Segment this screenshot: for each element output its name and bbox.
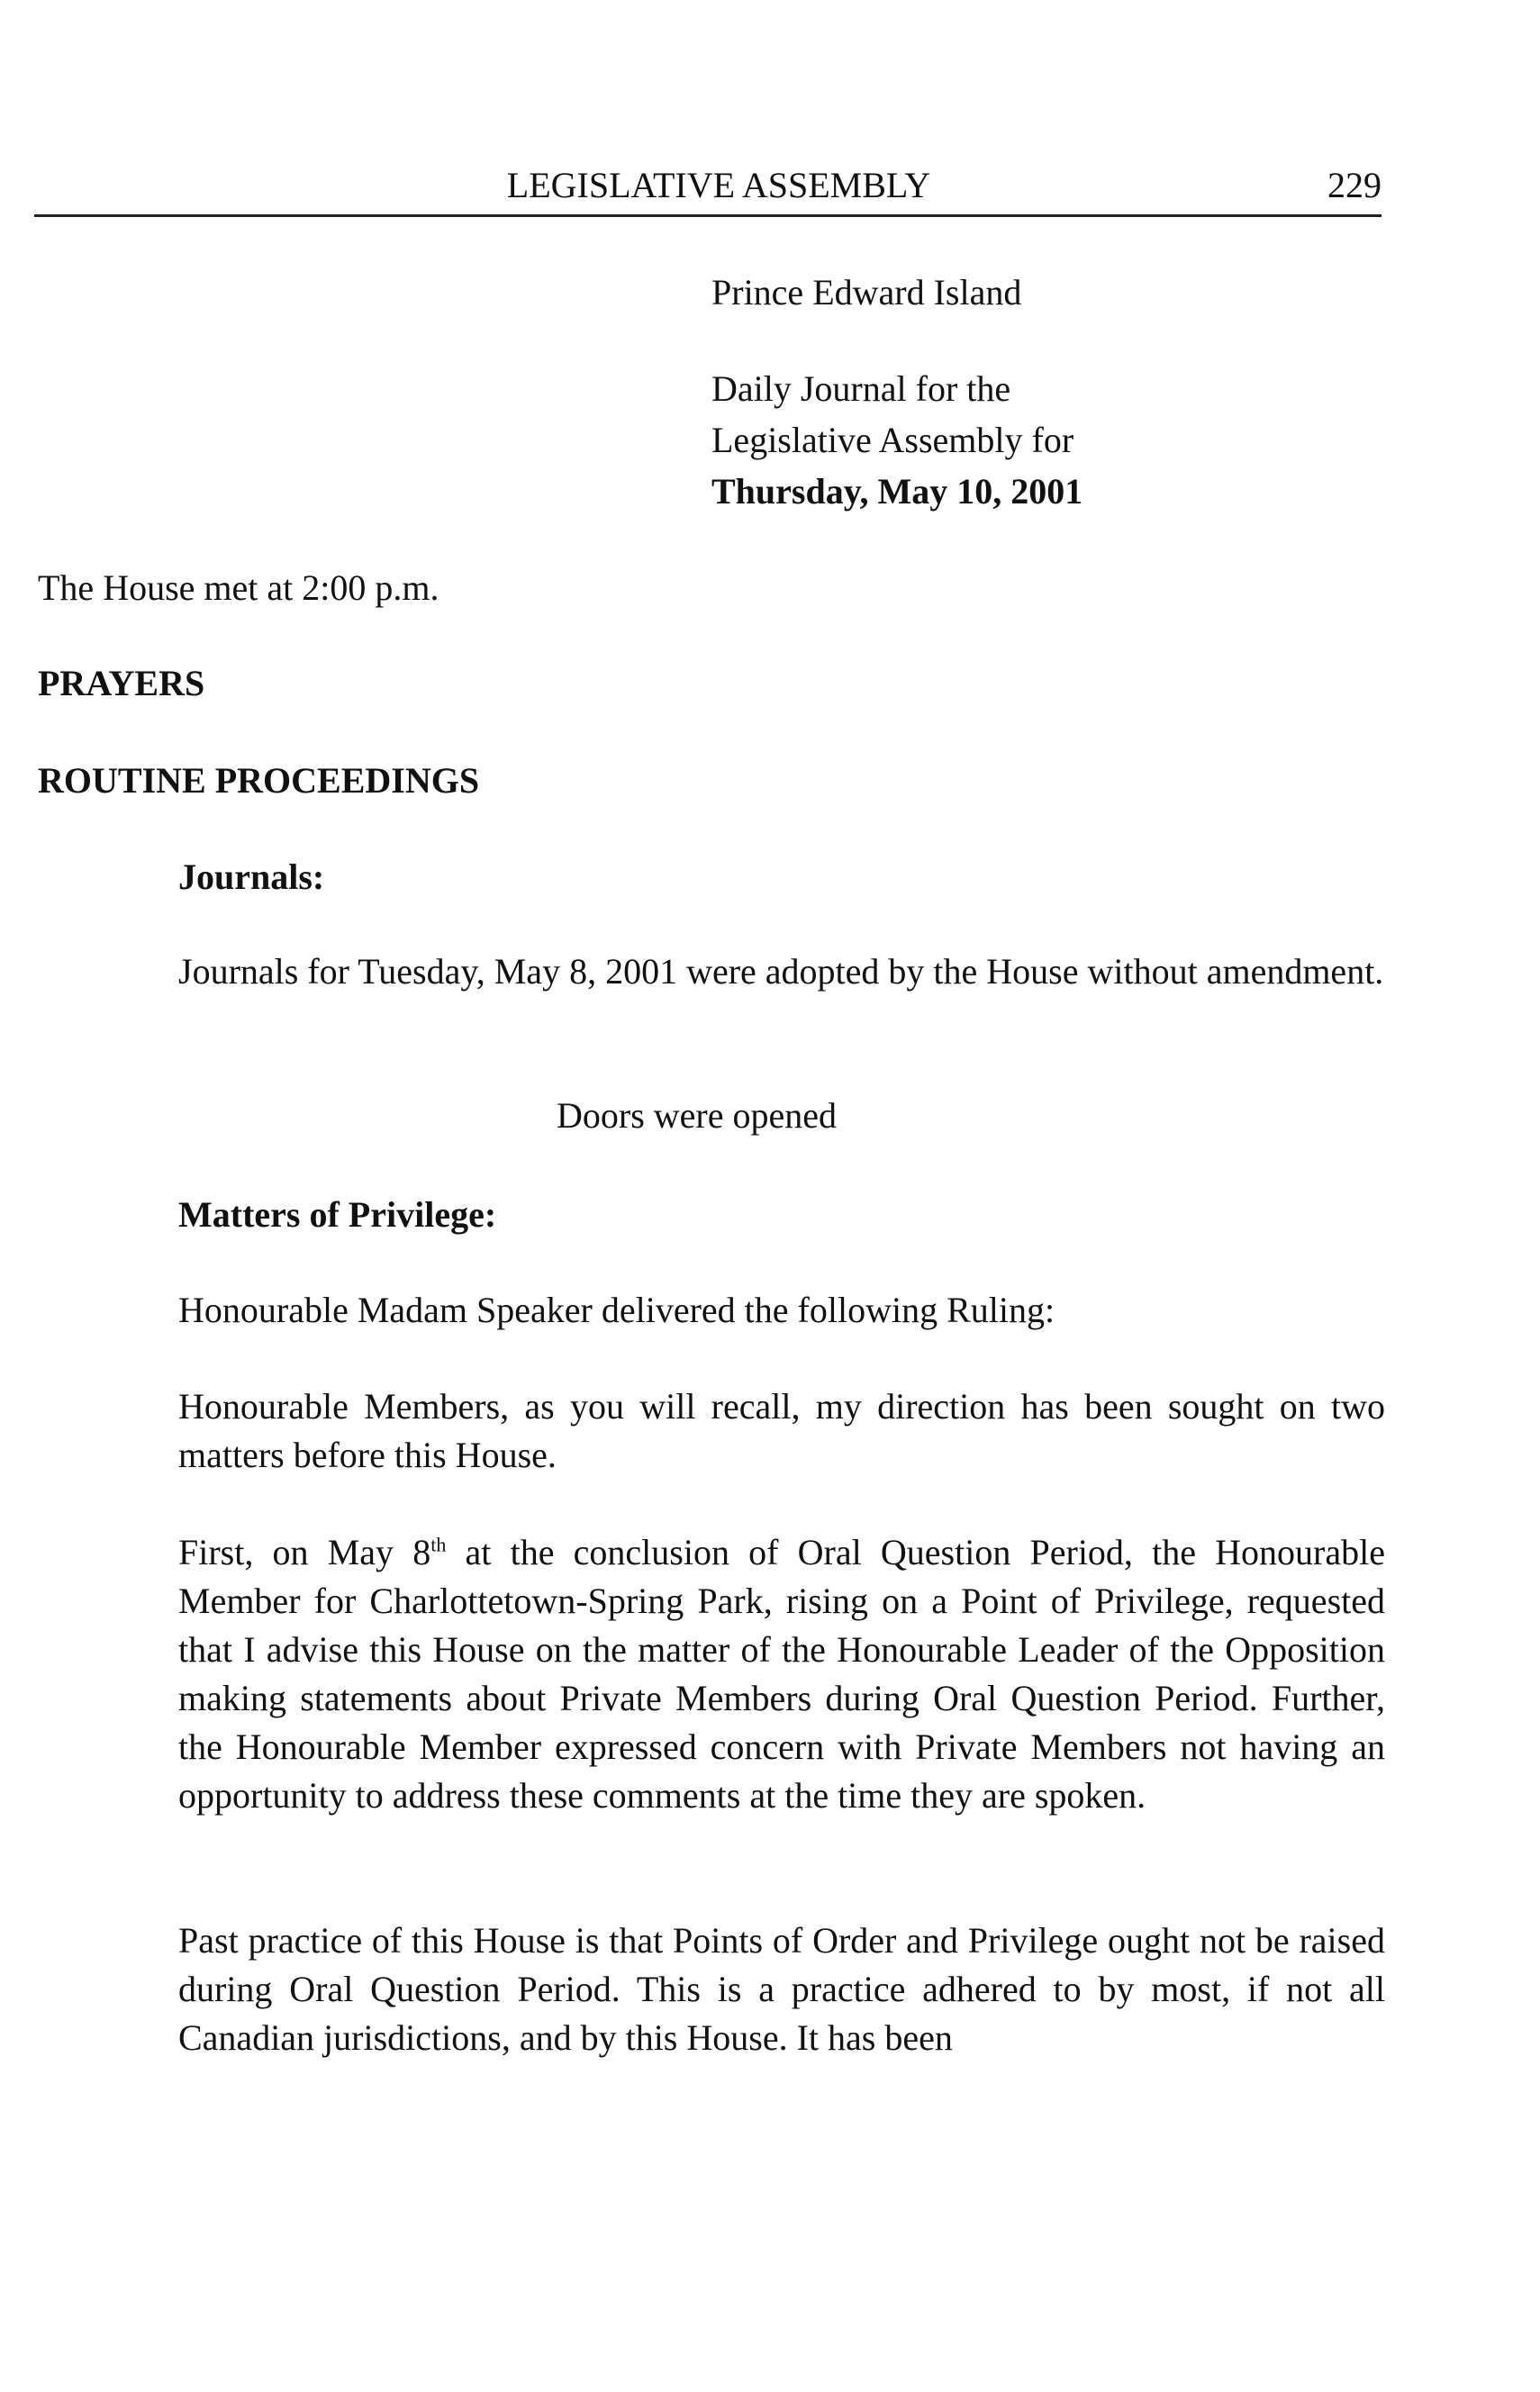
journal-title-line2: Legislative Assembly for [711,420,1074,460]
para2-rest: at the conclusion of Oral Question Period, the Honourable Member for Charlottetown-Spring Park, rising on a Point of Privilege, requested that I advise this House on the matter of the Honourable Leader of the Opposition making statements about Private Members during Oral Question Period. Further, the Honourable Member expressed concern with Private Members not having an opportunity to address these comments at the time they are spoken. [178,1532,1385,1816]
doors-opened: Doors were opened [557,1095,837,1136]
ruling-paragraph-3: Past practice of this House is that Points of Order and Privilege ought not be raised during Oral Question Period. This is a practice adhered to by most, if not all Canadian jurisdictions, and by this House. It has been [178,1920,1385,2058]
header-title: LEGISLATIVE ASSEMBLY [506,165,931,205]
journal-date: Thursday, May 10, 2001 [711,471,1083,512]
journal-title-line1: Daily Journal for the [711,368,1011,409]
privilege-heading: Matters of Privilege: [178,1194,497,1235]
journals-adoption-text: Journals for Tuesday, May 8, 2001 were adopted by the House without amendment. [178,951,1384,992]
page-header [34,165,1381,217]
ruling-paragraph-1: Honourable Members, as you will recall, my direction has been sought on two matters before this House. [178,1386,1385,1475]
journals-heading: Journals: [178,856,325,897]
page-number: 229 [1327,165,1381,205]
para2-start: First, on May 8 [178,1532,431,1572]
ordinal-suffix: th [430,1533,447,1556]
ruling-paragraph-2 [178,1528,1385,1820]
province-name: Prince Edward Island [711,272,1022,313]
opening-time: The House met at 2:00 p.m. [38,567,439,608]
routine-proceedings-heading: ROUTINE PROCEEDINGS [38,760,480,801]
ruling-intro: Honourable Madam Speaker delivered the following Ruling: [178,1290,1055,1330]
prayers-heading: PRAYERS [38,663,205,703]
